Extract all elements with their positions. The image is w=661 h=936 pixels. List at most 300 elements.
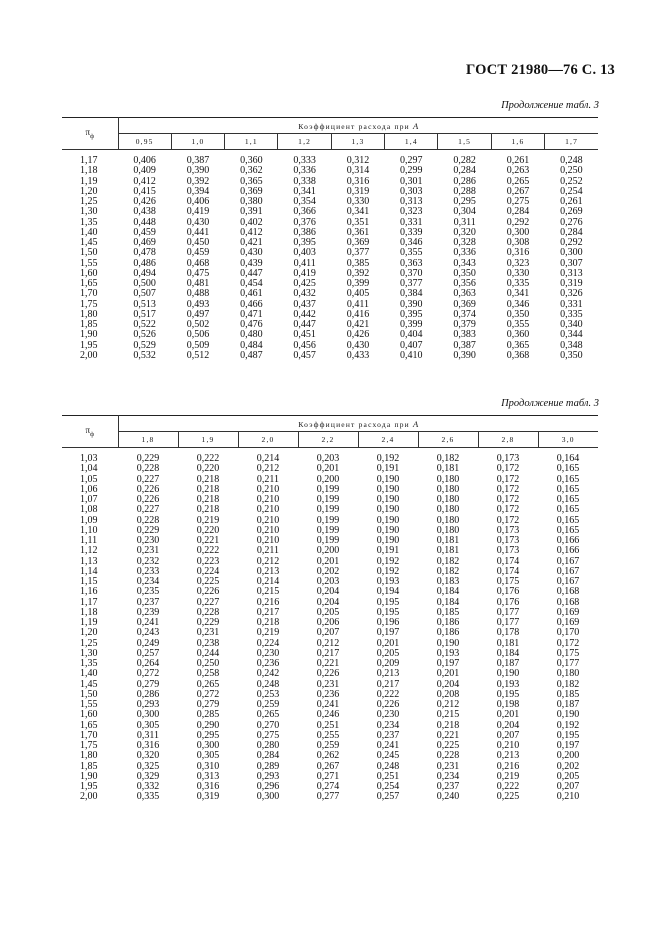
coefficient-cell: 0,177 [556,658,580,669]
pi-value-cell: 2,00 [80,791,98,803]
coefficient-cell: 0,284 [256,750,280,762]
coefficient-cell: 0,236 [256,658,280,669]
table-row [62,207,598,217]
coefficient-cell: 0,286 [453,175,476,187]
coefficient-cell: 0,293 [256,770,280,782]
coefficient-cell: 0,219 [196,514,220,526]
coefficient-cell: 0,279 [136,678,160,690]
coefficient-cell: 0,185 [436,606,460,618]
coefficient-cell: 0,471 [240,308,263,320]
coefficient-cell: 0,333 [293,155,316,166]
coefficient-cell: 0,277 [316,791,340,803]
coefficient-cell: 0,344 [560,329,583,341]
coefficient-cell: 0,215 [436,709,460,721]
pi-value-cell: 1,60 [80,267,98,279]
coefficient-cell: 0,181 [436,535,460,546]
coefficient-cell: 0,316 [136,740,160,751]
pi-value-cell: 1,35 [80,658,98,669]
coefficient-cell: 0,165 [556,524,580,536]
coefficient-cell: 0,190 [376,514,400,526]
pi-value-cell: 1,08 [80,504,98,516]
coefficient-cell: 0,237 [436,781,460,792]
coefficient-cell: 0,230 [376,709,400,721]
coefficient-cell: 0,241 [316,699,340,710]
pi-value-cell: 1,25 [80,196,98,207]
pi-value-cell: 1,70 [80,729,98,741]
coefficient-cell: 0,395 [293,237,316,248]
coefficient-cell: 0,332 [136,781,160,792]
coefficient-cell: 0,173 [496,524,520,536]
coefficient-cell: 0,407 [400,339,423,351]
coefficient-cell: 0,227 [196,596,220,608]
pi-value-cell: 1,95 [80,781,98,792]
coefficient-cell: 0,204 [316,596,340,608]
column-header: 2,4 [358,432,418,448]
coefficient-cell: 0,320 [136,750,160,762]
coefficient-cell: 0,450 [186,237,210,248]
column-header: 1,0 [171,134,224,150]
coefficient-cell: 0,213 [256,565,280,577]
coefficient-cell: 0,172 [496,473,520,485]
coefficient-cell: 0,250 [560,165,583,177]
coefficient-cell: 0,363 [453,288,476,300]
coefficient-cell: 0,226 [136,483,160,495]
coefficient-cell: 0,232 [136,555,160,567]
column-header: 1,1 [225,134,278,150]
coefficient-cell: 0,235 [136,586,160,598]
coefficient-cell: 0,259 [256,699,280,710]
coefficient-cell: 0,195 [496,688,520,700]
coefficient-cell: 0,328 [453,237,476,248]
coefficient-cell: 0,166 [556,545,580,557]
coefficient-cell: 0,169 [556,606,580,618]
pi-value-cell: 1,90 [80,770,98,782]
coefficient-cell: 0,221 [316,658,340,669]
coefficient-cell: 0,165 [556,473,580,485]
coefficient-cell: 0,228 [136,463,160,475]
coefficient-cell: 0,374 [453,308,476,320]
coefficient-cell: 0,217 [256,606,280,618]
coefficient-cell: 0,241 [376,740,400,751]
coefficient-cell: 0,304 [453,206,476,218]
coefficient-cell: 0,406 [133,155,156,166]
coefficient-cell: 0,405 [346,288,370,300]
coefficient-cell: 0,447 [240,267,263,279]
coefficient-cell: 0,303 [400,185,423,197]
coefficient-cell: 0,213 [496,750,520,762]
table-row [62,464,598,474]
coefficient-cell: 0,335 [136,791,160,803]
coefficient-cell: 0,409 [133,165,156,177]
coefficient-cell: 0,279 [196,699,220,710]
coefficient-cell: 0,231 [316,678,340,690]
coefficient-cell: 0,323 [400,206,423,218]
coefficient-cell: 0,204 [496,719,520,731]
coefficient-cell: 0,216 [256,596,280,608]
coefficient-cell: 0,300 [196,740,220,751]
coefficient-cell: 0,245 [376,750,400,762]
coefficient-cell: 0,447 [293,319,316,330]
coefficient-cell: 0,355 [506,319,530,330]
coefficient-cell: 0,226 [376,699,400,710]
coefficient-cell: 0,300 [506,226,530,238]
coefficient-cell: 0,385 [346,257,370,269]
coefficient-cell: 0,184 [436,586,460,598]
coefficient-cell: 0,230 [256,647,280,659]
coefficient-cell: 0,224 [256,637,280,649]
coefficient-cell: 0,199 [316,483,340,495]
coefficient-cell: 0,218 [196,473,220,485]
coefficient-cell: 0,190 [556,709,580,721]
coefficient-cell: 0,365 [506,339,530,351]
coefficient-cell: 0,301 [400,175,423,187]
coefficient-cell: 0,227 [136,504,160,516]
coefficient-cell: 0,241 [136,617,160,628]
coefficient-cell: 0,222 [196,453,220,464]
coefficient-cell: 0,193 [376,576,400,587]
table-row [62,710,598,720]
pi-value-cell: 1,45 [80,237,98,248]
coefficient-cell: 0,494 [133,267,156,279]
column-header: 2,8 [478,432,538,448]
coefficient-cell: 0,336 [293,165,316,177]
coefficient-cell: 0,454 [240,278,263,289]
coefficient-cell: 0,386 [293,226,316,238]
pi-value-cell: 1,07 [80,494,98,505]
coefficient-cell: 0,219 [256,627,280,639]
table-row [62,289,598,299]
coefficient-cell: 0,259 [316,740,340,751]
pi-value-cell: 1,40 [80,226,98,238]
coefficient-cell: 0,254 [376,781,400,792]
coefficient-cell: 0,167 [556,555,580,567]
coefficient-cell: 0,165 [556,463,580,475]
coefficient-cell: 0,517 [133,308,156,320]
pi-value-cell: 1,05 [80,473,98,485]
coefficient-cell: 0,419 [293,267,316,279]
coefficient-cell: 0,274 [316,781,340,792]
coefficient-cell: 0,399 [346,278,370,289]
coefficient-cell: 0,376 [293,216,316,228]
coefficient-cell: 0,331 [400,216,423,228]
coefficient-cell: 0,211 [256,473,280,485]
coefficient-cell: 0,221 [436,729,460,741]
coefficient-cell: 0,205 [316,606,340,618]
coefficient-cell: 0,329 [136,770,160,782]
coefficient-cell: 0,213 [376,668,400,680]
coefficient-cell: 0,369 [453,298,476,310]
coefficient-cell: 0,218 [436,719,460,731]
coefficient-cell: 0,218 [256,617,280,628]
coefficient-cell: 0,316 [346,175,370,187]
column-header: 1,9 [178,432,238,448]
pi-value-cell: 1,45 [80,678,98,690]
coefficient-cell: 0,200 [316,545,340,557]
coefficient-cell: 0,197 [376,627,400,639]
coefficient-cell: 0,206 [316,617,340,628]
coefficient-cell: 0,174 [496,555,520,567]
coefficient-cell: 0,222 [496,781,520,792]
coefficient-cell: 0,191 [376,545,400,557]
pi-value-cell: 1,70 [80,288,98,300]
coefficient-cell: 0,190 [376,483,400,495]
column-header: 1,4 [385,134,438,150]
coefficient-cell: 0,225 [196,576,220,587]
coefficient-cell: 0,176 [496,596,520,608]
table-row [62,546,598,556]
caption-variable: A [412,120,419,131]
coefficient-cell: 0,403 [293,247,316,259]
coefficient-cell: 0,165 [556,504,580,516]
pi-value-cell: 1,17 [80,155,98,166]
coefficient-cell: 0,204 [316,586,340,598]
coefficient-cell: 0,350 [506,308,530,320]
coefficient-cell: 0,237 [376,729,400,741]
coefficient-cell: 0,451 [293,329,316,341]
coefficient-cell: 0,175 [556,647,580,659]
coefficient-cell: 0,285 [196,709,220,721]
coefficient-cell: 0,430 [240,247,263,259]
pi-value-cell: 1,30 [80,647,98,659]
coefficient-cell: 0,194 [376,586,400,598]
coefficient-cell: 0,184 [436,596,460,608]
coefficient-cell: 0,529 [133,339,156,351]
coefficient-cell: 0,210 [256,514,280,526]
coefficient-cell: 0,242 [256,668,280,680]
coefficient-cell: 0,195 [376,596,400,608]
coefficient-cell: 0,229 [136,524,160,536]
coefficient-cell: 0,438 [133,206,156,218]
pi-value-cell: 1,04 [80,463,98,475]
coefficient-cell: 0,190 [376,494,400,505]
coefficient-cell: 0,522 [133,319,156,330]
coefficient-cell: 0,234 [376,719,400,731]
coefficient-cell: 0,341 [346,206,370,218]
pi-value-cell: 1,85 [80,319,98,330]
pi-subscript: ф [90,133,94,140]
coefficient-cell: 0,305 [196,750,220,762]
coefficient-cell: 0,426 [346,329,370,341]
coefficient-cell: 0,457 [293,349,316,361]
coefficient-cell: 0,173 [496,535,520,546]
coefficient-cell: 0,195 [556,729,580,741]
coefficient-cell: 0,390 [400,298,423,310]
coefficient-cell: 0,226 [136,494,160,505]
caption-variable: A [412,418,419,429]
pi-value-cell: 1,19 [80,617,98,628]
coefficient-cell: 0,487 [240,349,263,361]
coefficient-cell: 0,217 [376,678,400,690]
coefficient-cell: 0,167 [556,576,580,587]
coefficient-cell: 0,212 [316,637,340,649]
coefficient-cell: 0,272 [136,668,160,680]
coefficient-cell: 0,336 [453,247,476,259]
coefficient-cell: 0,244 [196,647,220,659]
coefficient-cell: 0,419 [186,206,210,218]
coefficient-cell: 0,172 [496,494,520,505]
coefficient-cell: 0,368 [506,349,530,361]
coefficient-cell: 0,172 [496,463,520,475]
coefficient-cell: 0,229 [136,453,160,464]
coefficient-cell: 0,200 [316,473,340,485]
coefficient-cell: 0,377 [400,278,423,289]
coefficient-cell: 0,207 [496,729,520,741]
coefficient-cell: 0,392 [186,175,210,187]
coefficient-cell: 0,165 [556,514,580,526]
coefficient-cell: 0,366 [293,206,316,218]
column-header: 2,6 [418,432,478,448]
coefficient-cell: 0,187 [496,658,520,669]
coefficient-cell: 0,326 [560,288,583,300]
coefficient-cell: 0,415 [133,185,156,197]
coefficient-cell: 0,178 [496,627,520,639]
coefficient-cell: 0,439 [240,257,263,269]
coefficient-cell: 0,185 [556,688,580,700]
coefficient-cell: 0,225 [436,740,460,751]
coefficient-cell: 0,214 [256,576,280,587]
coefficient-cell: 0,186 [436,617,460,628]
table-row [62,166,598,176]
coefficient-cell: 0,251 [316,719,340,731]
coefficient-cell: 0,262 [316,750,340,762]
pi-value-cell: 1,55 [80,257,98,269]
coefficient-cell: 0,208 [436,688,460,700]
coefficient-cell: 0,192 [376,453,400,464]
coefficient-cell: 0,172 [496,514,520,526]
coefficient-cell: 0,493 [186,298,210,310]
coefficient-cell: 0,196 [376,617,400,628]
coefficient-cell: 0,231 [196,627,220,639]
coefficient-cell: 0,261 [560,196,583,207]
coefficient-cell: 0,387 [453,339,476,351]
coefficient-cell: 0,468 [186,257,210,269]
coefficient-cell: 0,226 [316,668,340,680]
coefficient-cell: 0,459 [133,226,156,238]
pi-value-cell: 1,18 [80,165,98,177]
coefficient-cell: 0,430 [186,216,210,228]
coefficient-cell: 0,177 [496,606,520,618]
coefficient-cell: 0,210 [256,524,280,536]
coefficient-cell: 0,237 [136,596,160,608]
coefficient-cell: 0,320 [453,226,476,238]
coefficient-cell: 0,258 [196,668,220,680]
coefficient-table-2 [62,415,598,803]
coefficient-cell: 0,288 [453,185,476,197]
coefficient-cell: 0,248 [560,155,583,166]
coefficient-cell: 0,225 [496,791,520,803]
coefficient-cell: 0,380 [240,196,263,207]
coefficient-cell: 0,205 [556,770,580,782]
coefficient-cell: 0,210 [256,483,280,495]
coefficient-cell: 0,180 [556,668,580,680]
coefficient-cell: 0,203 [316,576,340,587]
coefficient-cell: 0,190 [376,535,400,546]
coefficient-cell: 0,168 [556,596,580,608]
column-header: 1,3 [331,134,384,150]
coefficient-cell: 0,164 [556,453,580,464]
coefficient-cell: 0,181 [496,637,520,649]
coefficient-cell: 0,456 [293,339,316,351]
pi-subscript: ф [90,431,94,438]
coefficient-cell: 0,284 [453,165,476,177]
coefficient-cell: 0,441 [186,226,210,238]
coefficient-cell: 0,331 [560,298,583,310]
coefficient-cell: 0,313 [560,267,583,279]
coefficient-table-1 [62,117,598,361]
coefficient-cell: 0,356 [453,278,476,289]
coefficient-cell: 0,184 [496,647,520,659]
coefficient-cell: 0,308 [506,237,530,248]
coefficient-cell: 0,478 [133,247,156,259]
coefficient-cell: 0,201 [436,668,460,680]
coefficient-cell: 0,180 [436,504,460,516]
coefficient-cell: 0,311 [136,729,160,741]
coefficient-cell: 0,442 [293,308,316,320]
coefficient-cell: 0,191 [376,463,400,475]
coefficient-cell: 0,165 [556,483,580,495]
coefficient-cell: 0,187 [556,699,580,710]
coefficient-cell: 0,307 [560,257,583,269]
coefficient-cell: 0,257 [376,791,400,803]
coefficient-cell: 0,335 [506,278,530,289]
coefficient-cell: 0,201 [316,555,340,567]
coefficient-cell: 0,316 [196,781,220,792]
coefficient-cell: 0,173 [496,453,520,464]
coefficient-cell: 0,421 [240,237,263,248]
coefficient-cell: 0,265 [196,678,220,690]
coefficient-cell: 0,201 [496,709,520,721]
coefficient-cell: 0,202 [556,760,580,772]
column-header: 1,2 [278,134,331,150]
coefficient-cell: 0,404 [400,329,423,341]
column-header: 1,7 [545,134,598,150]
coefficient-cell: 0,416 [346,308,370,320]
coefficient-cell: 0,300 [560,247,583,259]
coefficient-cell: 0,377 [346,247,370,259]
pi-value-cell: 2,00 [80,349,98,361]
pi-value-cell: 1,55 [80,699,98,710]
coefficient-cell: 0,395 [400,308,423,320]
pi-value-cell: 1,65 [80,719,98,731]
coefficient-cell: 0,365 [240,175,263,187]
table-row [62,248,598,258]
table-row [62,330,598,340]
pi-value-cell: 1,75 [80,740,98,751]
coefficient-cell: 0,228 [136,514,160,526]
coefficient-cell: 0,341 [293,185,316,197]
coefficient-cell: 0,280 [256,740,280,751]
coefficient-cell: 0,210 [496,740,520,751]
pi-value-cell: 1,85 [80,760,98,772]
coefficient-cell: 0,339 [400,226,423,238]
coefficient-cell: 0,176 [496,586,520,598]
coefficient-cell: 0,201 [316,463,340,475]
coefficient-cell: 0,361 [346,226,370,238]
coefficient-cell: 0,173 [496,545,520,557]
coefficient-cell: 0,360 [240,155,263,166]
pi-value-cell: 1,95 [80,339,98,351]
pi-symbol: π [85,127,91,138]
coefficient-cell: 0,254 [560,185,583,197]
coefficient-cell: 0,469 [133,237,156,248]
coefficient-cell: 0,276 [560,216,583,228]
coefficient-cell: 0,475 [186,267,210,279]
table-row [62,150,598,167]
coefficient-cell: 0,226 [196,586,220,598]
coefficient-cell: 0,221 [196,535,220,546]
coefficient-cell: 0,181 [436,463,460,475]
coefficient-cell: 0,284 [560,226,583,238]
